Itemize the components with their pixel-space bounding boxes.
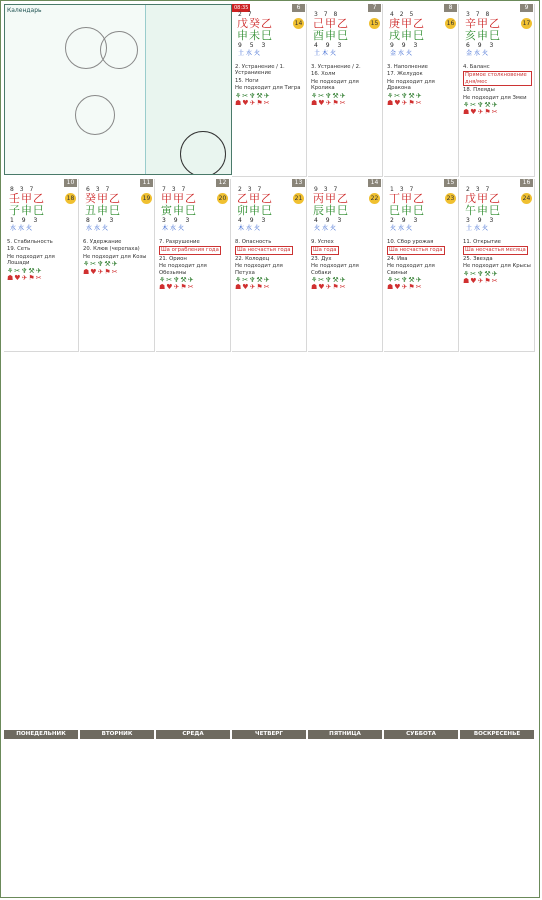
good-activities-icons: ⚘✂♆⚒✈ [387,91,423,100]
day-cell[interactable] [460,4,535,177]
mansion: 23. Дух [311,255,332,262]
branch-numbers: 4 9 3 [238,217,269,224]
bad-activities-icons: ☗♥✈⚑✂ [83,267,119,276]
day-details [463,239,532,285]
bad-activities-icons: ☗♥✈⚑✂ [463,108,499,117]
sha-box: Ша несчастья года [237,247,291,254]
day-cell[interactable] [384,4,459,177]
mansion: 22. Колодец [235,255,270,262]
star-numbers: 2 3 7 [238,186,264,193]
star-numbers: 4 2 5 [390,11,416,18]
heavenly-stems: 甲甲乙 [161,192,197,205]
day-number: 13 [292,179,305,187]
day-cell[interactable] [156,179,231,352]
lunar-day-badge: 19 [142,195,151,202]
lunar-day-badge: 24 [522,195,531,202]
lunar-day-badge: 18 [66,195,75,202]
day-details [463,64,532,117]
day-officer: 5. Стабильность [7,239,53,245]
star-numbers: 8 3 7 [10,186,36,193]
weekday-fri: ПЯТНИЦА [308,730,382,739]
bad-activities-icons: ☗♥✈⚑✂ [311,99,347,108]
star-numbers: 3 7 8 [466,11,492,18]
clash-note: Не подходит для Козы [83,253,147,260]
weekday-tue: ВТОРНИК [80,730,154,739]
mansion: 20. Клюв (черепаха) [83,246,140,253]
bad-activities-icons: ☗♥✈⚑✂ [159,283,195,292]
mansion: 24. Ива [387,255,408,262]
good-activities-icons: ⚘✂♆⚒✈ [235,91,271,100]
branch-numbers: 8 9 3 [86,217,117,224]
lunar-day-badge: 22 [370,195,379,202]
clash-note: Не подходит для Свиньи [387,263,435,276]
good-activities-icons: ⚘✂♆⚒✈ [311,91,347,100]
day-officer: 2. Устранение / 1. Устраниение [235,64,285,77]
day-officer: 3. Наполнение [387,64,428,70]
element-labels: 土水火 [238,50,263,57]
star-numbers: 2 3 7 [466,186,492,193]
bad-activities-icons: ☗♥✈⚑✂ [235,283,271,292]
bad-activities-icons: ☗♥✈⚑✂ [7,274,43,283]
good-activities-icons: ⚘✂♆⚒✈ [159,276,195,285]
earthly-branches: 辰申巳 [313,204,349,217]
element-labels: 水水火 [86,225,111,232]
day-details [235,239,304,292]
lunar-day-badge: 16 [446,20,455,27]
star-numbers: 3 7 8 [314,11,340,18]
lunar-day-badge: 17 [522,20,531,27]
branch-numbers: 1 9 3 [10,217,41,224]
sha-box: Ша ограбления года [161,247,219,254]
weekday-wed: СРЕДА [156,730,230,739]
chart-thumbnail[interactable] [4,4,232,175]
star-numbers: 6 3 7 [86,186,112,193]
earthly-branches: 子申巳 [9,204,45,217]
lunar-day-badge: 15 [370,20,379,27]
day-officer: 11. Открытие [463,239,501,245]
time-badge: 08:35 [234,5,249,11]
day-cell[interactable] [308,4,383,177]
mansion: 15. Ноги [235,77,259,84]
day-officer: 8. Опасность [235,239,272,245]
bad-activities-icons: ☗♥✈⚑✂ [235,99,271,108]
heavenly-stems: 庚甲乙 [389,17,425,30]
heavenly-stems: 己甲乙 [313,17,349,30]
thumbnail-caption: Календарь [7,7,42,14]
heavenly-stems: 辛甲乙 [465,17,501,30]
day-officer: 10. Сбор урожая [387,239,434,245]
bad-activities-icons: ☗♥✈⚑✂ [387,99,423,108]
day-number: 10 [64,179,77,187]
branch-numbers: 4 9 3 [314,217,345,224]
day-number: 6 [292,4,305,12]
branch-numbers: 9 5 3 [238,42,269,49]
heavenly-stems: 乙甲乙 [237,192,273,205]
heavenly-stems: 丙甲乙 [313,192,349,205]
element-labels: 火水火 [390,225,415,232]
day-cell[interactable] [4,179,79,352]
day-cell[interactable] [308,179,383,352]
day-details [387,239,456,292]
day-number: 11 [140,179,153,187]
good-activities-icons: ⚘✂♆⚒✈ [311,276,347,285]
good-activities-icons: ⚘✂♆⚒✈ [463,269,499,278]
day-number: 14 [368,179,381,187]
mansion: 25. Звезда [463,255,493,262]
good-activities-icons: ⚘✂♆⚒✈ [387,276,423,285]
lunar-day-badge: 21 [294,195,303,202]
heavenly-stems: 癸甲乙 [85,192,121,205]
day-details [7,239,76,282]
day-details [311,64,380,107]
mansion: 19. Сеть [7,246,31,253]
day-details [83,239,152,276]
mansion: 21. Орион [159,255,187,262]
lunar-day-badge: 14 [294,20,303,27]
element-labels: 金水火 [466,50,491,57]
day-number: 15 [444,179,457,187]
day-officer: 6. Удержание [83,239,122,245]
branch-numbers: 9 9 3 [390,42,421,49]
clash-note: Не подходит для Змеи [463,94,527,101]
day-officer: 3. Устранение / 2. [311,64,361,70]
day-officer: 4. Баланс [463,64,490,70]
sha-box: Ша несчастья месяца [465,247,526,254]
clash-note: Не подходит для Дракона [387,78,435,92]
earthly-branches: 酉申巳 [313,29,349,42]
element-labels: 土水火 [466,225,491,232]
lunar-day-badge: 20 [218,195,227,202]
clash-note: Не подходит для Лошади [7,253,55,267]
day-cell[interactable] [232,4,307,177]
clash-note: Не подходит для Петуха [235,263,283,276]
day-number: 7 [368,4,381,12]
day-officer: 9. Успех [311,239,334,245]
element-labels: 木水火 [162,225,187,232]
branch-numbers: 6 9 3 [466,42,497,49]
branch-numbers: 2 9 3 [390,217,421,224]
day-details [311,239,380,292]
element-labels: 火水火 [314,225,339,232]
compass-wheel [180,131,226,175]
clash-note: Не подходит для Кролика [311,78,359,92]
element-labels: 水水火 [10,225,35,232]
good-activities-icons: ⚘✂♆⚒✈ [463,101,499,110]
weekday-thu: ЧЕТВЕРГ [232,730,306,739]
star-numbers: 1 3 7 [390,186,416,193]
clash-note: Не подходит для Тигра [235,85,301,92]
star-numbers: 9 3 7 [314,186,340,193]
earthly-branches: 亥申巳 [465,29,501,42]
weekday-header [4,730,536,739]
earthly-branches: 午申巳 [465,204,501,217]
earthly-branches: 寅申巳 [161,204,197,217]
sha-box: Прямое столкновение дня/мес [463,71,532,86]
weekday-mon: ПОНЕДЕЛЬНИК [4,730,78,739]
branch-numbers: 3 9 3 [466,217,497,224]
day-officer: 7. Разрушение [159,239,200,245]
mansion: 16. Холм [311,71,336,78]
bad-activities-icons: ☗♥✈⚑✂ [387,283,423,292]
element-labels: 木水火 [238,225,263,232]
element-labels: 金水火 [390,50,415,57]
lunar-day-badge: 23 [446,195,455,202]
bad-activities-icons: ☗♥✈⚑✂ [311,283,347,292]
day-number: 9 [520,4,533,12]
day-cell[interactable] [460,179,535,352]
heavenly-stems: 壬甲乙 [9,192,45,205]
sha-box: Ша несчастья года [389,247,443,254]
mansion: 18. Плеяды [463,87,495,94]
earthly-branches: 戌申巳 [389,29,425,42]
weekday-sun: ВОСКРЕСЕНЬЕ [460,730,534,739]
day-cell[interactable] [80,179,155,352]
branch-numbers: 3 9 3 [162,217,193,224]
clash-note: Не подходит для Собаки [311,263,359,276]
star-numbers: 7 3 7 [162,186,188,193]
day-details [235,64,304,107]
heavenly-stems: 丁甲乙 [389,192,425,205]
day-number: 16 [520,179,533,187]
mansion: 17. Желудок [387,71,423,78]
bad-activities-icons: ☗♥✈⚑✂ [463,277,499,286]
heavenly-stems: 戊甲乙 [465,192,501,205]
good-activities-icons: ⚘✂♆⚒✈ [235,276,271,285]
day-details [159,239,228,292]
day-details [387,64,456,107]
chart-circle [75,95,115,135]
element-labels: 土木火 [314,50,339,57]
star-numbers: 2 7 [238,11,254,18]
earthly-branches: 巳申巳 [389,204,425,217]
branch-numbers: 4 9 3 [314,42,345,49]
good-activities-icons: ⚘✂♆⚒✈ [7,266,43,275]
day-cell[interactable] [384,179,459,352]
earthly-branches: 卯申巳 [237,204,273,217]
weekday-sat: СУББОТА [384,730,458,739]
earthly-branches: 丑申巳 [85,204,121,217]
day-number: 8 [444,4,457,12]
earthly-branches: 申未巳 [237,29,273,42]
chart-circle [100,31,138,69]
clash-note: Не подходит для Крысы [463,263,531,270]
good-activities-icons: ⚘✂♆⚒✈ [83,260,119,269]
day-number: 12 [216,179,229,187]
day-cell[interactable] [232,179,307,352]
heavenly-stems: 戊癸乙 [237,17,273,30]
clash-note: Не подходит для Обезьяны [159,263,207,276]
sha-box: Ша года [313,247,337,254]
